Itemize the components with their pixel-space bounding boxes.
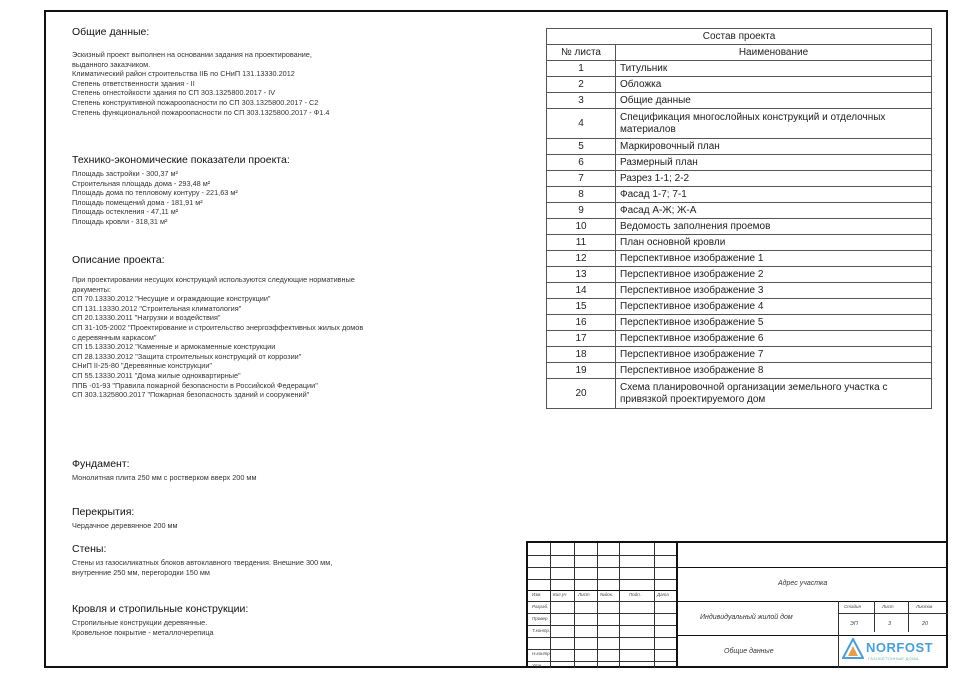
stamp-sheet-value: 3 <box>888 621 892 627</box>
col-num-header: № листа <box>547 45 616 61</box>
walls-line: внутренние 250 мм, перегородки 150 мм <box>72 567 210 577</box>
stamp-sheets-label: Листов <box>916 604 933 609</box>
sheets-table <box>546 28 932 409</box>
description-line: СП 15.13330.2012 "Каменные и армокаменные конструкции <box>72 342 276 352</box>
description-line: ППБ -01-93 "Правила пожарной безопасности в Российской Федерации" <box>72 380 318 390</box>
sheet-name: Перспективное изображение 2 <box>616 267 932 283</box>
indicators-line: Строительная площадь дома - 293,48 м² <box>72 178 211 188</box>
sheet-row <box>547 219 932 235</box>
sheet-row <box>547 139 932 155</box>
sheet-number: 16 <box>547 315 616 331</box>
foundation-line: Монолитная плита 250 мм с ростверком вверх 200 мм <box>72 473 257 482</box>
sheet-name: Разрез 1-1; 2-2 <box>616 171 932 187</box>
foundation-heading: Фундамент: <box>72 458 130 470</box>
sheet-number: 17 <box>547 331 616 347</box>
stamp-role-utv: Утв. <box>532 663 543 668</box>
stamp-role-nkontr: Н.контр. <box>532 651 552 656</box>
general-line: Эскизный проект выполнен на основании задания на проектирование, <box>72 50 312 59</box>
sheet-name: Маркировочный план <box>616 139 932 155</box>
sheet-name: Перспективное изображение 1 <box>616 251 932 267</box>
sheet-row <box>547 299 932 315</box>
sheet-row <box>547 109 932 139</box>
description-heading: Описание проекта: <box>72 254 165 266</box>
stamp-stage-label: Стадия <box>844 604 861 609</box>
description-line: документы: <box>72 284 111 294</box>
indicators-line: Площадь дома по тепловому контуру - 221,63 м² <box>72 188 238 198</box>
logo-name: NORFOST <box>866 640 934 655</box>
sheet-number: 1 <box>547 61 616 77</box>
indicators-line: Площадь застройки - 300,37 м² <box>72 169 178 178</box>
description-line: СП 131.13330.2012 "Строительная климатология" <box>72 303 242 313</box>
indicators-section <box>72 154 522 227</box>
sheet-number: 13 <box>547 267 616 283</box>
floors-line: Чердачное деревянное 200 мм <box>72 521 178 530</box>
sheet-number: 8 <box>547 187 616 203</box>
sheet-number: 19 <box>547 363 616 379</box>
sheet-number: 14 <box>547 283 616 299</box>
sheet-row <box>547 61 932 77</box>
general-line: выданного заказчиком. <box>72 59 151 69</box>
sheet-row <box>547 315 932 331</box>
indicators-line: Площадь кровли - 318,31 м² <box>72 216 168 226</box>
sheet-number: 10 <box>547 219 616 235</box>
sheet-name: Перспективное изображение 8 <box>616 363 932 379</box>
norfost-logo-icon <box>842 638 864 660</box>
sheet-name: Общие данные <box>616 93 932 109</box>
general-line: Климатический район строительства IIБ по СНиП 131.13330.2012 <box>72 69 295 79</box>
sheet-name: Титульник <box>616 61 932 77</box>
sheet-name: Перспективное изображение 5 <box>616 315 932 331</box>
general-heading: Общие данные: <box>72 26 150 38</box>
sheet-name: Перспективное изображение 7 <box>616 347 932 363</box>
walls-heading: Стены: <box>72 543 107 555</box>
sheet-row <box>547 283 932 299</box>
sheet-row <box>547 363 932 379</box>
floors-section <box>72 506 522 531</box>
description-line: СП 303.1325800.2017 "Пожарная безопасность зданий и сооружений" <box>72 390 310 400</box>
stamp-role-tkontr: Т.контр. <box>532 628 551 633</box>
sheet-name: Схема планировочной организации земельного участка с привязкой проектируемого дом <box>616 379 932 409</box>
roof-heading: Кровля и стропильные конструкции: <box>72 603 249 615</box>
general-line: Степень функциональной пожароопасности по СП 303.1325800.2017 - Ф1.4 <box>72 107 330 117</box>
logo-tagline: ГАЗОБЕТОННЫЕ ДОМА <box>868 656 919 661</box>
walls-line: Стены из газосиликатных блоков автоклавного твердения. Внешние 300 мм, <box>72 558 333 567</box>
description-line: СП 55.13330.2011 "Дома жилые одноквартирные" <box>72 370 241 380</box>
indicators-heading: Технико-экономические показатели проекта: <box>72 154 290 166</box>
indicators-line: Площадь помещений дома - 181,91 м² <box>72 197 203 207</box>
sheet-number: 12 <box>547 251 616 267</box>
sheet-row <box>547 251 932 267</box>
sheet-number: 5 <box>547 139 616 155</box>
sheet-name: План основной кровли <box>616 235 932 251</box>
sheet-row <box>547 203 932 219</box>
description-line: СП 20.13330.2011 "Нагрузки и воздействия" <box>72 313 221 323</box>
sheet-number: 2 <box>547 77 616 93</box>
sheet-name: Перспективное изображение 6 <box>616 331 932 347</box>
stamp-sheets-value: 20 <box>922 621 929 627</box>
sheet-number: 4 <box>547 109 616 139</box>
sheet-row <box>547 93 932 109</box>
roof-line: Кровельное покрытие - металлочерепица <box>72 627 214 637</box>
stamp-col-podp: Подп. <box>629 592 641 597</box>
sheet-name: Спецификация многослойных конструкций и отделочных материалов <box>616 109 932 139</box>
sheet-number: 7 <box>547 171 616 187</box>
sheet-row <box>547 155 932 171</box>
sheet-number: 18 <box>547 347 616 363</box>
sheet-row <box>547 347 932 363</box>
sheet-row <box>547 77 932 93</box>
general-section <box>72 26 522 117</box>
stamp-col-list: Лист <box>578 592 590 597</box>
description-line: с деревянным каркасом" <box>72 332 157 342</box>
sheet-row <box>547 379 932 409</box>
floors-heading: Перекрытия: <box>72 506 135 518</box>
col-name-header: Наименование <box>616 45 932 61</box>
sheet-number: 6 <box>547 155 616 171</box>
sheet-name: Фасад 1-7; 7-1 <box>616 187 932 203</box>
sheet-number: 15 <box>547 299 616 315</box>
sheet-name: Ведомость заполнения проемов <box>616 219 932 235</box>
sheet-name: Размерный план <box>616 155 932 171</box>
general-line: Степень ответственности здания - II <box>72 78 195 88</box>
description-line: При проектировании несущих конструкций используются следующие нормативные <box>72 275 355 284</box>
sheet-row <box>547 171 932 187</box>
sheet-number: 9 <box>547 203 616 219</box>
description-section <box>72 254 522 400</box>
stamp-sheet-title: Общие данные <box>724 648 774 655</box>
sheet-name: Фасад А-Ж; Ж-А <box>616 203 932 219</box>
general-line: Степень конструктивной пожароопасности по СП 303.1325800.2017 - С2 <box>72 97 319 107</box>
roof-section <box>72 603 522 637</box>
sheet-row <box>547 187 932 203</box>
sheets-caption: Состав проекта <box>547 29 932 45</box>
sheet-name: Перспективное изображение 3 <box>616 283 932 299</box>
stamp-col-ndoc: №док. <box>600 592 614 597</box>
sheet-row <box>547 267 932 283</box>
indicators-line: Площадь остекления - 47,11 м² <box>72 207 179 217</box>
sheet-row <box>547 331 932 347</box>
sheet-number: 3 <box>547 93 616 109</box>
walls-section <box>72 543 522 577</box>
sheet-row <box>547 235 932 251</box>
description-line: СП 31-105-2002 "Проектирование и строительство энергоэффективных жилых домов <box>72 322 364 332</box>
stamp-address: Адрес участка <box>778 580 828 587</box>
general-line: Степень огнестойкости здания по СП 303.1325800.2017 - IV <box>72 88 276 98</box>
roof-line: Стропильные конструкции деревянные. <box>72 618 208 627</box>
sheet-number: 11 <box>547 235 616 251</box>
foundation-section <box>72 458 522 483</box>
sheet-name: Перспективное изображение 4 <box>616 299 932 315</box>
stamp-col-izm: Изм. <box>532 592 542 597</box>
stamp-col-data: Дата <box>657 592 669 597</box>
stamp-sheet-label: Лист <box>882 604 894 609</box>
stamp-stage-value: ЭП <box>850 621 858 627</box>
sheet-name: Обложка <box>616 77 932 93</box>
stamp-role-prover: Провер. <box>532 616 549 621</box>
description-line: СП 28.13330.2012 "Защита строительных конструкций от коррозии" <box>72 351 302 361</box>
description-line: СНиП II-25-80 "Деревянные конструкции" <box>72 361 212 371</box>
sheet-number: 20 <box>547 379 616 409</box>
stamp-role-razrab: Разраб. <box>532 604 549 609</box>
stamp-col-kol: Кол.уч <box>553 592 567 597</box>
stamp-object: Индивидуальный жилой дом <box>700 614 793 621</box>
description-line: СП 70.13330.2012 "Несущие и ограждающие конструкции" <box>72 294 271 304</box>
